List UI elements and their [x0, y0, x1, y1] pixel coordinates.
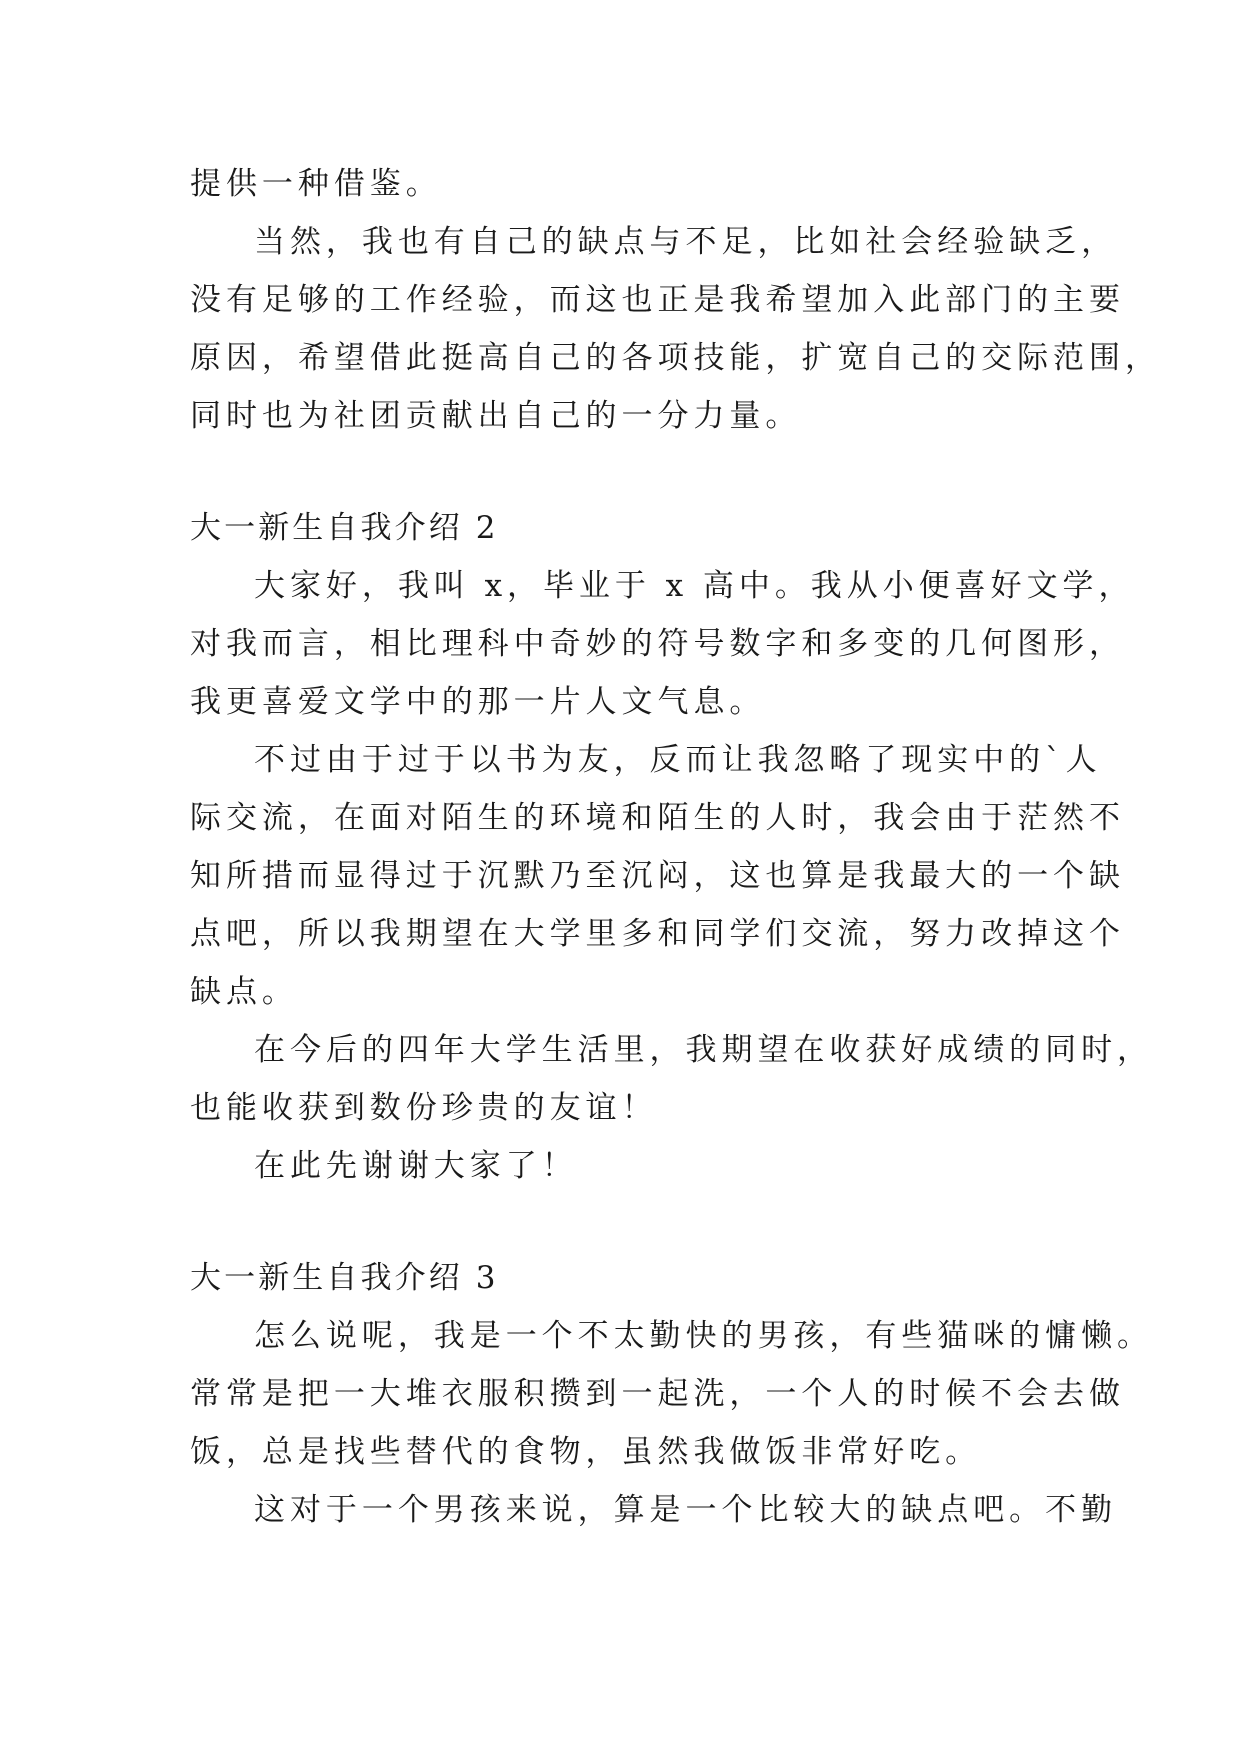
section-1: [190, 155, 1161, 445]
paragraph-line: 也能收获到数份珍贵的友谊！: [190, 1090, 658, 1126]
paragraph-line: 提供一种借鉴。: [190, 166, 442, 202]
section-heading: 大一新生自我介绍 2: [190, 510, 499, 546]
paragraph-line: 对我而言，相比理科中奇妙的符号数字和多变的几何图形，: [190, 626, 1125, 662]
paragraph-line: 我更喜爱文学中的那一片人文气息。: [190, 684, 766, 720]
paragraph-line: 不过由于过于以书为友，反而让我忽略了现实中的`人: [254, 742, 1102, 778]
paragraph-line: 知所措而显得过于沉默乃至沉闷，这也算是我最大的一个缺: [190, 858, 1125, 894]
paragraph-line: 在此先谢谢大家了！: [254, 1148, 578, 1184]
paragraph-line: 原因，希望借此挺高自己的各项技能，扩宽自己的交际范围，: [190, 340, 1161, 376]
paragraph-line: 点吧，所以我期望在大学里多和同学们交流，努力改掉这个: [190, 916, 1125, 952]
paragraph-line: 大家好，我叫 x，毕业于 x 高中。我从小便喜好文学，: [254, 568, 1135, 604]
paragraph-line: 际交流，在面对陌生的环境和陌生的人时，我会由于茫然不: [190, 800, 1125, 836]
paragraph-line: 缺点。: [190, 974, 298, 1010]
section-gap: [190, 445, 1070, 499]
paragraph-line: 同时也为社团贡献出自己的一分力量。: [190, 398, 802, 434]
section-gap: [190, 1195, 1070, 1249]
paragraph-line: 在今后的四年大学生活里，我期望在收获好成绩的同时，: [254, 1032, 1153, 1068]
section-3: [190, 1249, 1153, 1539]
paragraph-line: 这对于一个男孩来说，算是一个比较大的缺点吧。不勤: [254, 1492, 1118, 1528]
document-page: [190, 155, 1161, 1539]
paragraph-line: 饭，总是找些替代的食物，虽然我做饭非常好吃。: [190, 1434, 982, 1470]
paragraph-line: 常常是把一大堆衣服积攒到一起洗，一个人的时候不会去做: [190, 1376, 1125, 1412]
paragraph-line: 怎么说呢，我是一个不太勤快的男孩，有些猫咪的慵懒。: [254, 1318, 1153, 1354]
paragraph-line: 没有足够的工作经验，而这也正是我希望加入此部门的主要: [190, 282, 1125, 318]
section-2: [190, 499, 1153, 1195]
paragraph-line: 当然，我也有自己的缺点与不足，比如社会经验缺乏，: [254, 224, 1118, 260]
section-heading: 大一新生自我介绍 3: [190, 1260, 499, 1296]
